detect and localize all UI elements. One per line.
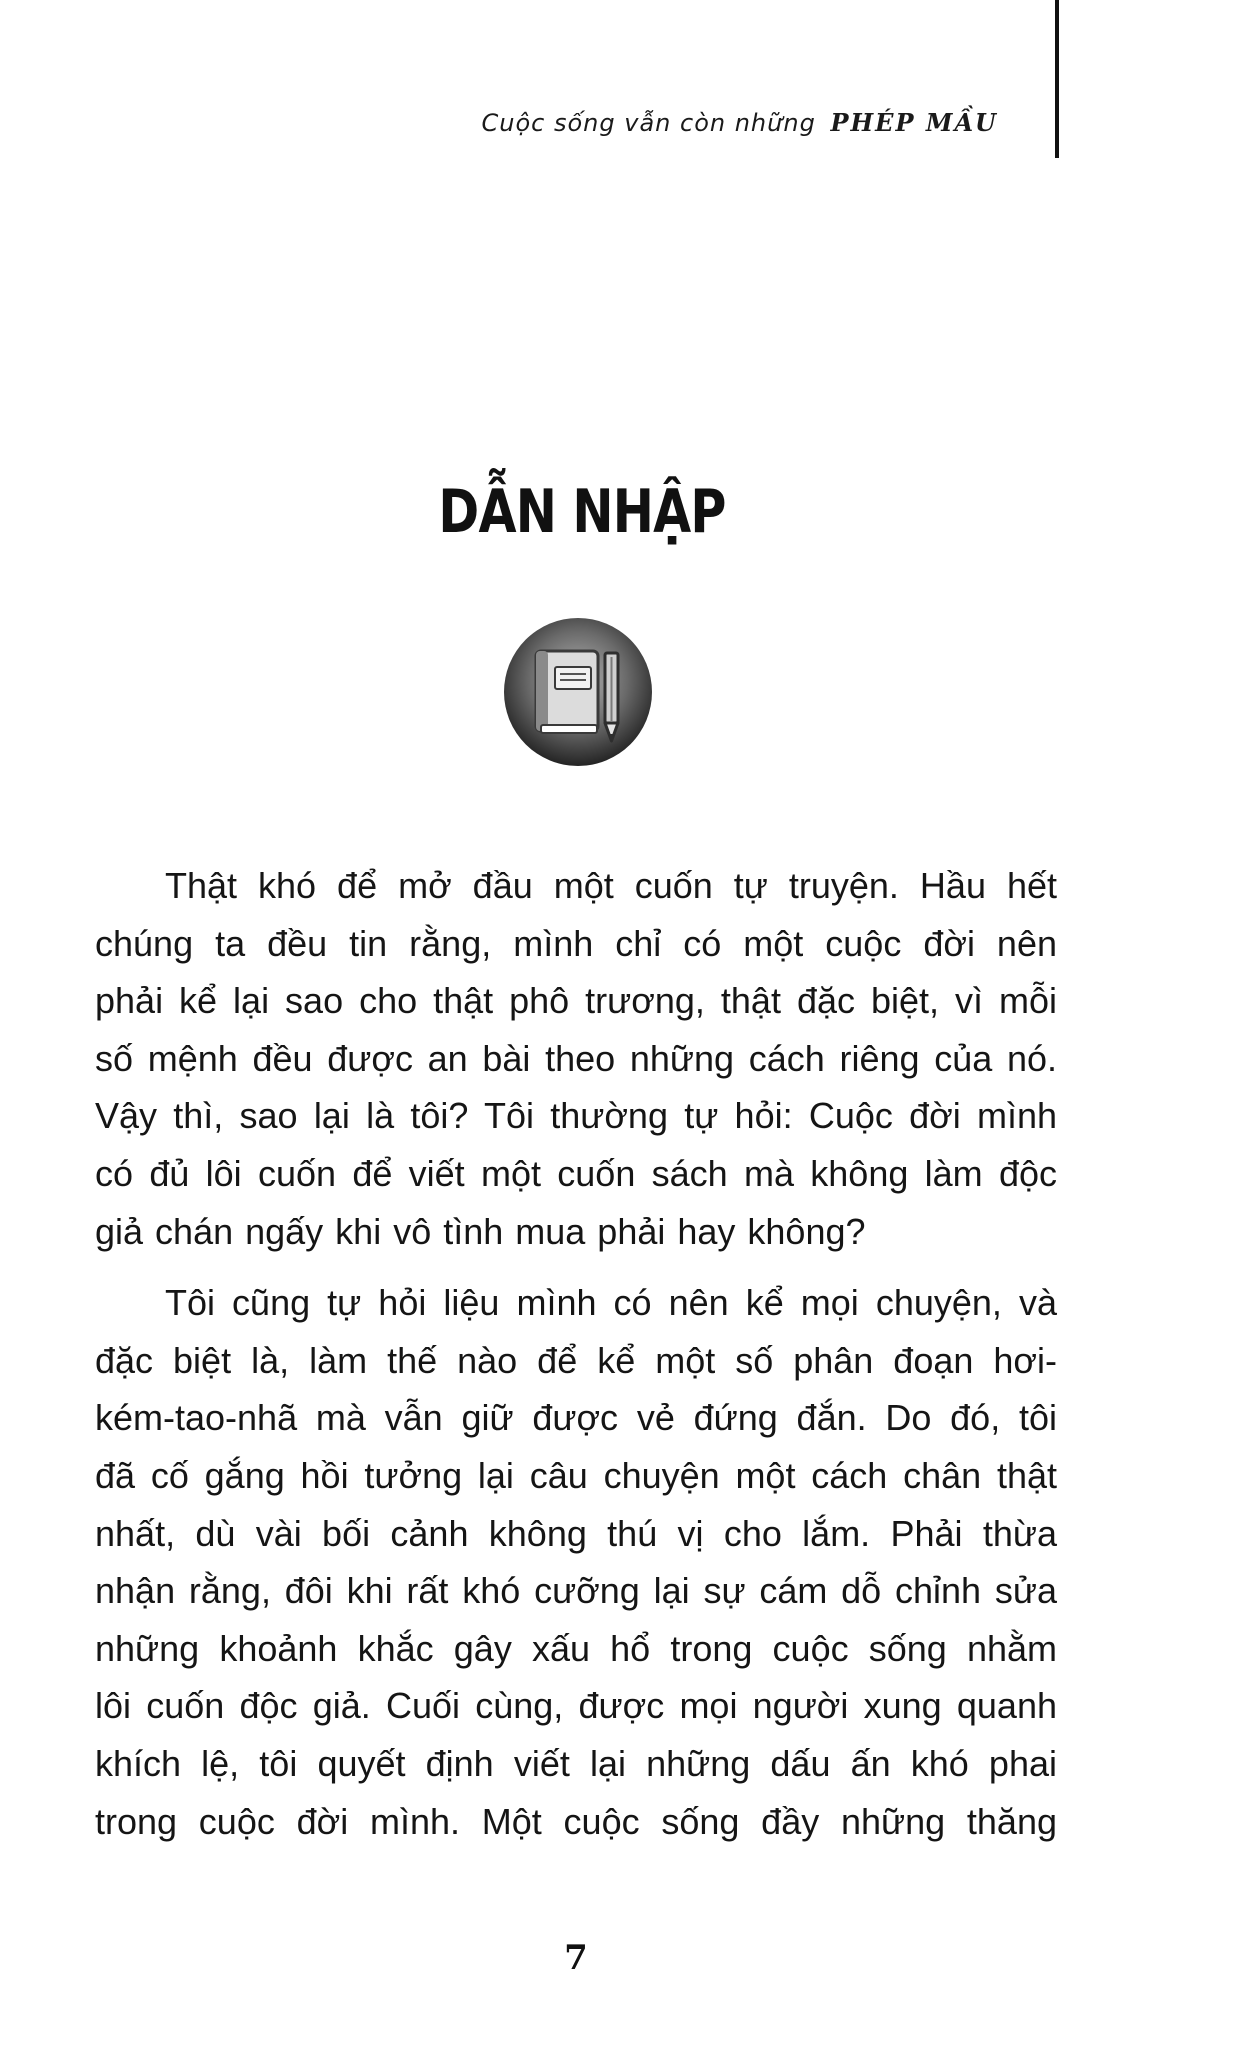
paragraph-2: [95, 1274, 1057, 1850]
page-number: 7: [564, 1938, 588, 1978]
text-line: nhận rằng, đôi khi rất khó cưỡng lại sự cám dỗ chỉnh sửa: [95, 1570, 1057, 1612]
text-line: có đủ lôi cuốn để viết một cuốn sách mà không làm độc: [95, 1152, 1057, 1194]
text-line: khích lệ, tôi quyết định viết lại những dấu ấn khó phai: [95, 1742, 1057, 1784]
text-line: phải kể lại sao cho thật phô trương, thật đặc biệt, vì mỗi: [95, 980, 1057, 1022]
text-line: lôi cuốn độc giả. Cuối cùng, được mọi người xung quanh: [95, 1685, 1057, 1727]
running-head-prefix: Cuộc sống vẫn còn những: [481, 109, 816, 137]
running-head: [482, 108, 998, 137]
text-line: những khoảnh khắc gây xấu hổ trong cuộc sống nhằm: [95, 1627, 1057, 1669]
text-line: nhất, dù vài bối cảnh không thú vị cho lắm. Phải thừa: [95, 1512, 1057, 1554]
text-line: Tôi cũng tự hỏi liệu mình có nên kể mọi chuyện, và: [165, 1282, 1057, 1324]
text-line: chúng ta đều tin rằng, mình chỉ có một cuộc đời nên: [95, 922, 1057, 964]
page-edge-rule: [1055, 0, 1059, 158]
notebook-pencil-icon: [503, 617, 653, 767]
text-line: Vậy thì, sao lại là tôi? Tôi thường tự hỏi: Cuộc đời mình: [95, 1095, 1057, 1137]
text-line: đặc biệt là, làm thế nào để kể một số phân đoạn hơi-: [95, 1339, 1057, 1381]
running-head-caps: PHÉP MẦU: [830, 108, 998, 137]
text-line: số mệnh đều được an bài theo những cách riêng của nó.: [95, 1037, 1057, 1079]
paragraph-1: [95, 857, 1057, 1260]
body-text: [95, 857, 1057, 1850]
text-line: trong cuộc đời mình. Một cuộc sống đầy những thăng: [95, 1800, 1057, 1842]
text-line: đã cố gắng hồi tưởng lại câu chuyện một cách chân thật: [95, 1454, 1057, 1496]
text-line: giả chán ngấy khi vô tình mua phải hay không?: [95, 1210, 866, 1252]
text-line: kém-tao-nhã mà vẫn giữ được vẻ đứng đắn. Do đó, tôi: [95, 1397, 1057, 1439]
text-line: Thật khó để mở đầu một cuốn tự truyện. Hầu hết: [165, 865, 1057, 906]
chapter-title: DẪN NHẬP: [438, 477, 726, 547]
